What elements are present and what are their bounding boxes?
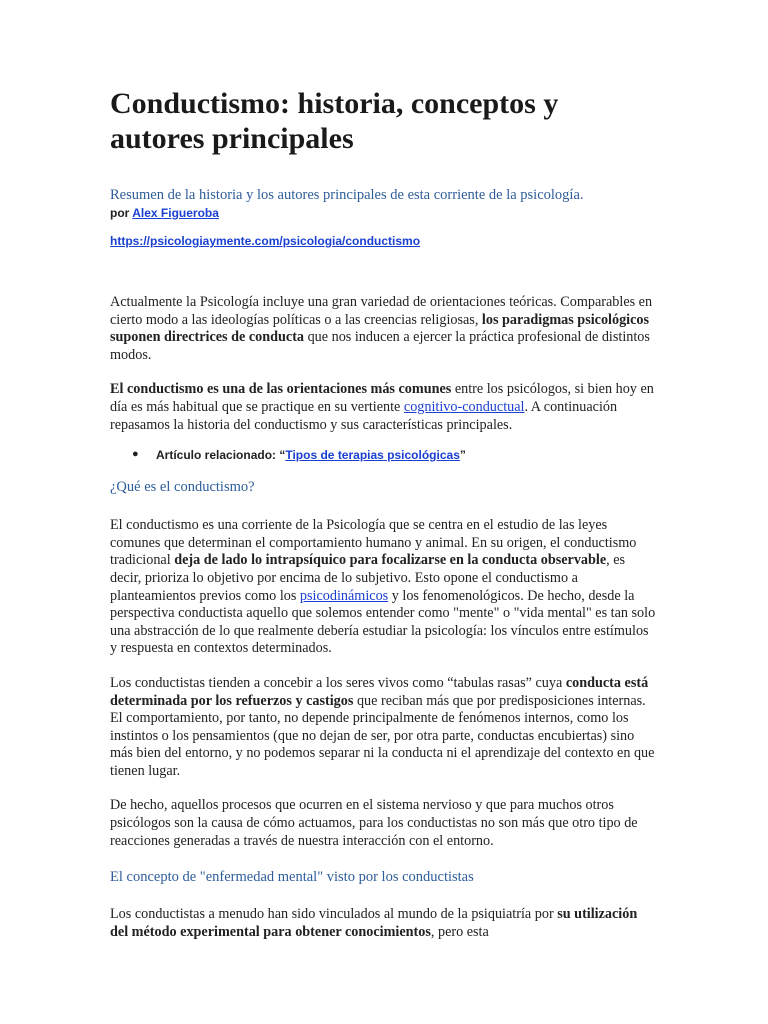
related-article-item: ● Artículo relacionado: “Tipos de terapias psicológicas” (132, 448, 466, 463)
paragraph-2: El conductismo es una de las orientaciones más comunes entre los psicólogos, si bien hoy en día es más habitual que se practique en su vertiente cognitivo-conductual. A continuación repasamos la historia del conductismo y sus características principales. (110, 381, 654, 433)
page-title: Conductismo: historia, conceptos y autores principales (110, 87, 559, 155)
bold-text: conducta está determinada por los refuerzos y castigos (110, 674, 649, 709)
bold-text: su utilización del método experimental para obtener conocimientos (110, 906, 638, 940)
source-url (110, 234, 658, 248)
byline (110, 206, 658, 220)
subtitle: Resumen de la historia y los autores principales de esta corriente de la psicología. (110, 187, 584, 203)
paragraph-1: Actualmente la Psicología incluye una gran variedad de orientaciones teóricas. Comparables en cierto modo a las ideologías políticas o a las creencias religiosas, los paradigmas psicológicos suponen directrices de conducta que nos inducen a ejercer la práctica profesional de distintos modos. (110, 294, 653, 363)
bullet-icon: ● (132, 448, 139, 461)
paragraph-6: Los conductistas a menudo han sido vinculados al mundo de la psiquiatría por su utilización del método experimental para obtener conocimientos, pero esta (110, 906, 638, 940)
author-link[interactable]: Alex Figueroba (132, 206, 219, 220)
psicodinamicos-link[interactable]: psicodinámicos (299, 587, 389, 604)
bold-text: El conductismo es una de las orientaciones más comunes (110, 381, 452, 398)
bold-text: los paradigmas psicológicos suponen directrices de conducta (110, 311, 650, 346)
paragraph-3: El conductismo es una corriente de la Psicología que se centra en el estudio de las leyes comunes que determinan el comportamiento humano y animal. En su origen, el conductismo tradicional deja de lado lo intrapsíquico para focalizarse en la conducta observable, es decir, prioriza lo objetivo por encima de lo subjetivo. Esto opone el conductismo a planteamientos previos como los psicodinámicos y los fenomenológicos. De hecho, desde la perspectiva conductista aquello que solemos entender como "mente" o "vida mental" es tan solo una abstracción de lo que realmente debería estudiar la psicología: los vínculos entre estímulos y respuesta en contextos determinados. (110, 517, 656, 657)
section-heading-2: El concepto de "enfermedad mental" visto por los conductistas (110, 869, 474, 886)
byline-prefix: por (110, 206, 133, 220)
section-heading-1: ¿Qué es el conductismo? (110, 479, 255, 496)
related-article-link[interactable]: Tipos de terapias psicológicas (285, 448, 460, 463)
paragraph-4: Los conductistas tienden a concebir a los seres vivos como “tabulas rasas” cuya conducta está determinada por los refuerzos y castigos que reciban más que por predisposiciones internas. El comportamiento, por tanto, no depende principalmente de fenómenos internos, como los instintos o los pensamientos (que no dejan de ser, por otra parte, conductas encubiertas) sino más bien del entorno, y no podemos separar ni la conducta ni el aprendizaje del contexto en que tienen lugar. (110, 674, 655, 779)
source-url-link[interactable]: https://psicologiaymente.com/psicologia/conductismo (110, 234, 421, 248)
bold-text: deja de lado lo intrapsíquico para focalizarse en la conducta observable (174, 552, 607, 569)
paragraph-5: De hecho, aquellos procesos que ocurren en el sistema nervioso y que para muchos otros psicólogos son la causa de cómo actuamos, para los conductistas no son más que otro tipo de reacciones generadas a través de nuestra interacción con el entorno. (110, 797, 638, 849)
cognitivo-conductual-link[interactable]: cognitivo-conductual (403, 398, 525, 415)
